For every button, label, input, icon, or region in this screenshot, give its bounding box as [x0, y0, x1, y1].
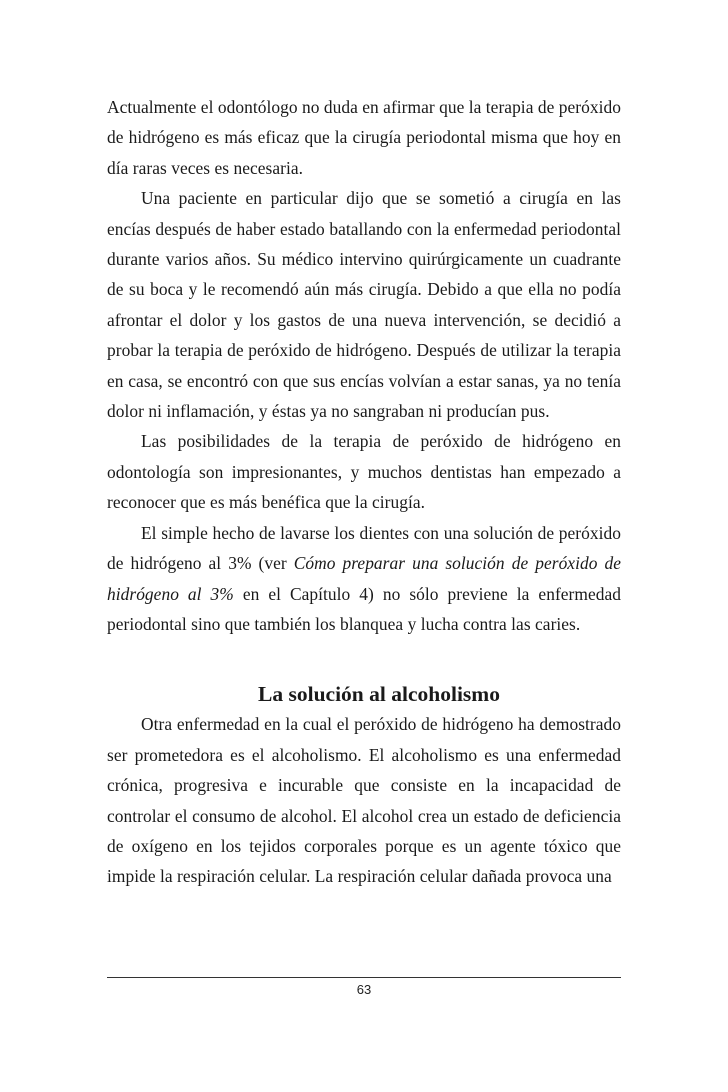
footer-rule: [107, 977, 621, 978]
paragraph-1: Actualmente el odontólogo no duda en afirmar que la terapia de peróxido de hidrógeno es más eficaz que la cirugía periodontal misma que hoy en día raras veces es necesaria.: [107, 97, 621, 178]
page-number: 63: [356, 982, 372, 997]
page-body: [107, 92, 621, 892]
section-title: La solución al alcoholismo: [258, 682, 500, 707]
paragraph-2: Una paciente en particular dijo que se sometió a cirugía en las encías después de haber estado batallando con la enfermedad periodontal durante varios años. Su médico intervino quirúrgicamente un cuadrante de su boca y le recomendó aún más cirugía. Debido a que ella no podía afrontar el dolor y los gastos de una nueva intervención, se decidió a probar la terapia de peróxido de hidrógeno. Después de utilizar la terapia en casa, se encontró con que sus encías volvían a estar sanas, ya no tenía dolor ni inflamación, y éstas ya no sangraban ni producían pus.: [107, 188, 621, 422]
paragraph-5: Otra enfermedad en la cual el peróxido de hidrógeno ha demostrado ser prometedora es el alcoholismo. El alcoholismo es una enfermedad crónica, progresiva e incurable que consiste en la incapacidad de controlar el consumo de alcohol. El alcohol crea un estado de deficiencia de oxígeno en los tejidos corporales porque es un agente tóxico que impide la respiración celular. La respiración celular dañada provoca una: [107, 714, 621, 887]
section-spacer: [107, 639, 621, 679]
paragraph-4: [107, 518, 621, 640]
paragraph-4-start: El simple hecho de lavarse los dientes con una solución de peróxido de hidrógeno al 3% (ver: [107, 522, 621, 574]
paragraph-4-end: en el Capítulo 4) no sólo previene la enfermedad periodontal sino que también los blanquea y lucha contra las caries.: [107, 583, 621, 634]
paragraph-3: Las posibilidades de la terapia de peróxido de hidrógeno en odontología son impresionantes, y muchos dentistas han empezado a reconocer que es más benéfica que la cirugía.: [107, 431, 621, 513]
paragraph-4-italic-reference: Cómo preparar una solución de peróxido de hidrógeno al 3%: [107, 553, 621, 604]
